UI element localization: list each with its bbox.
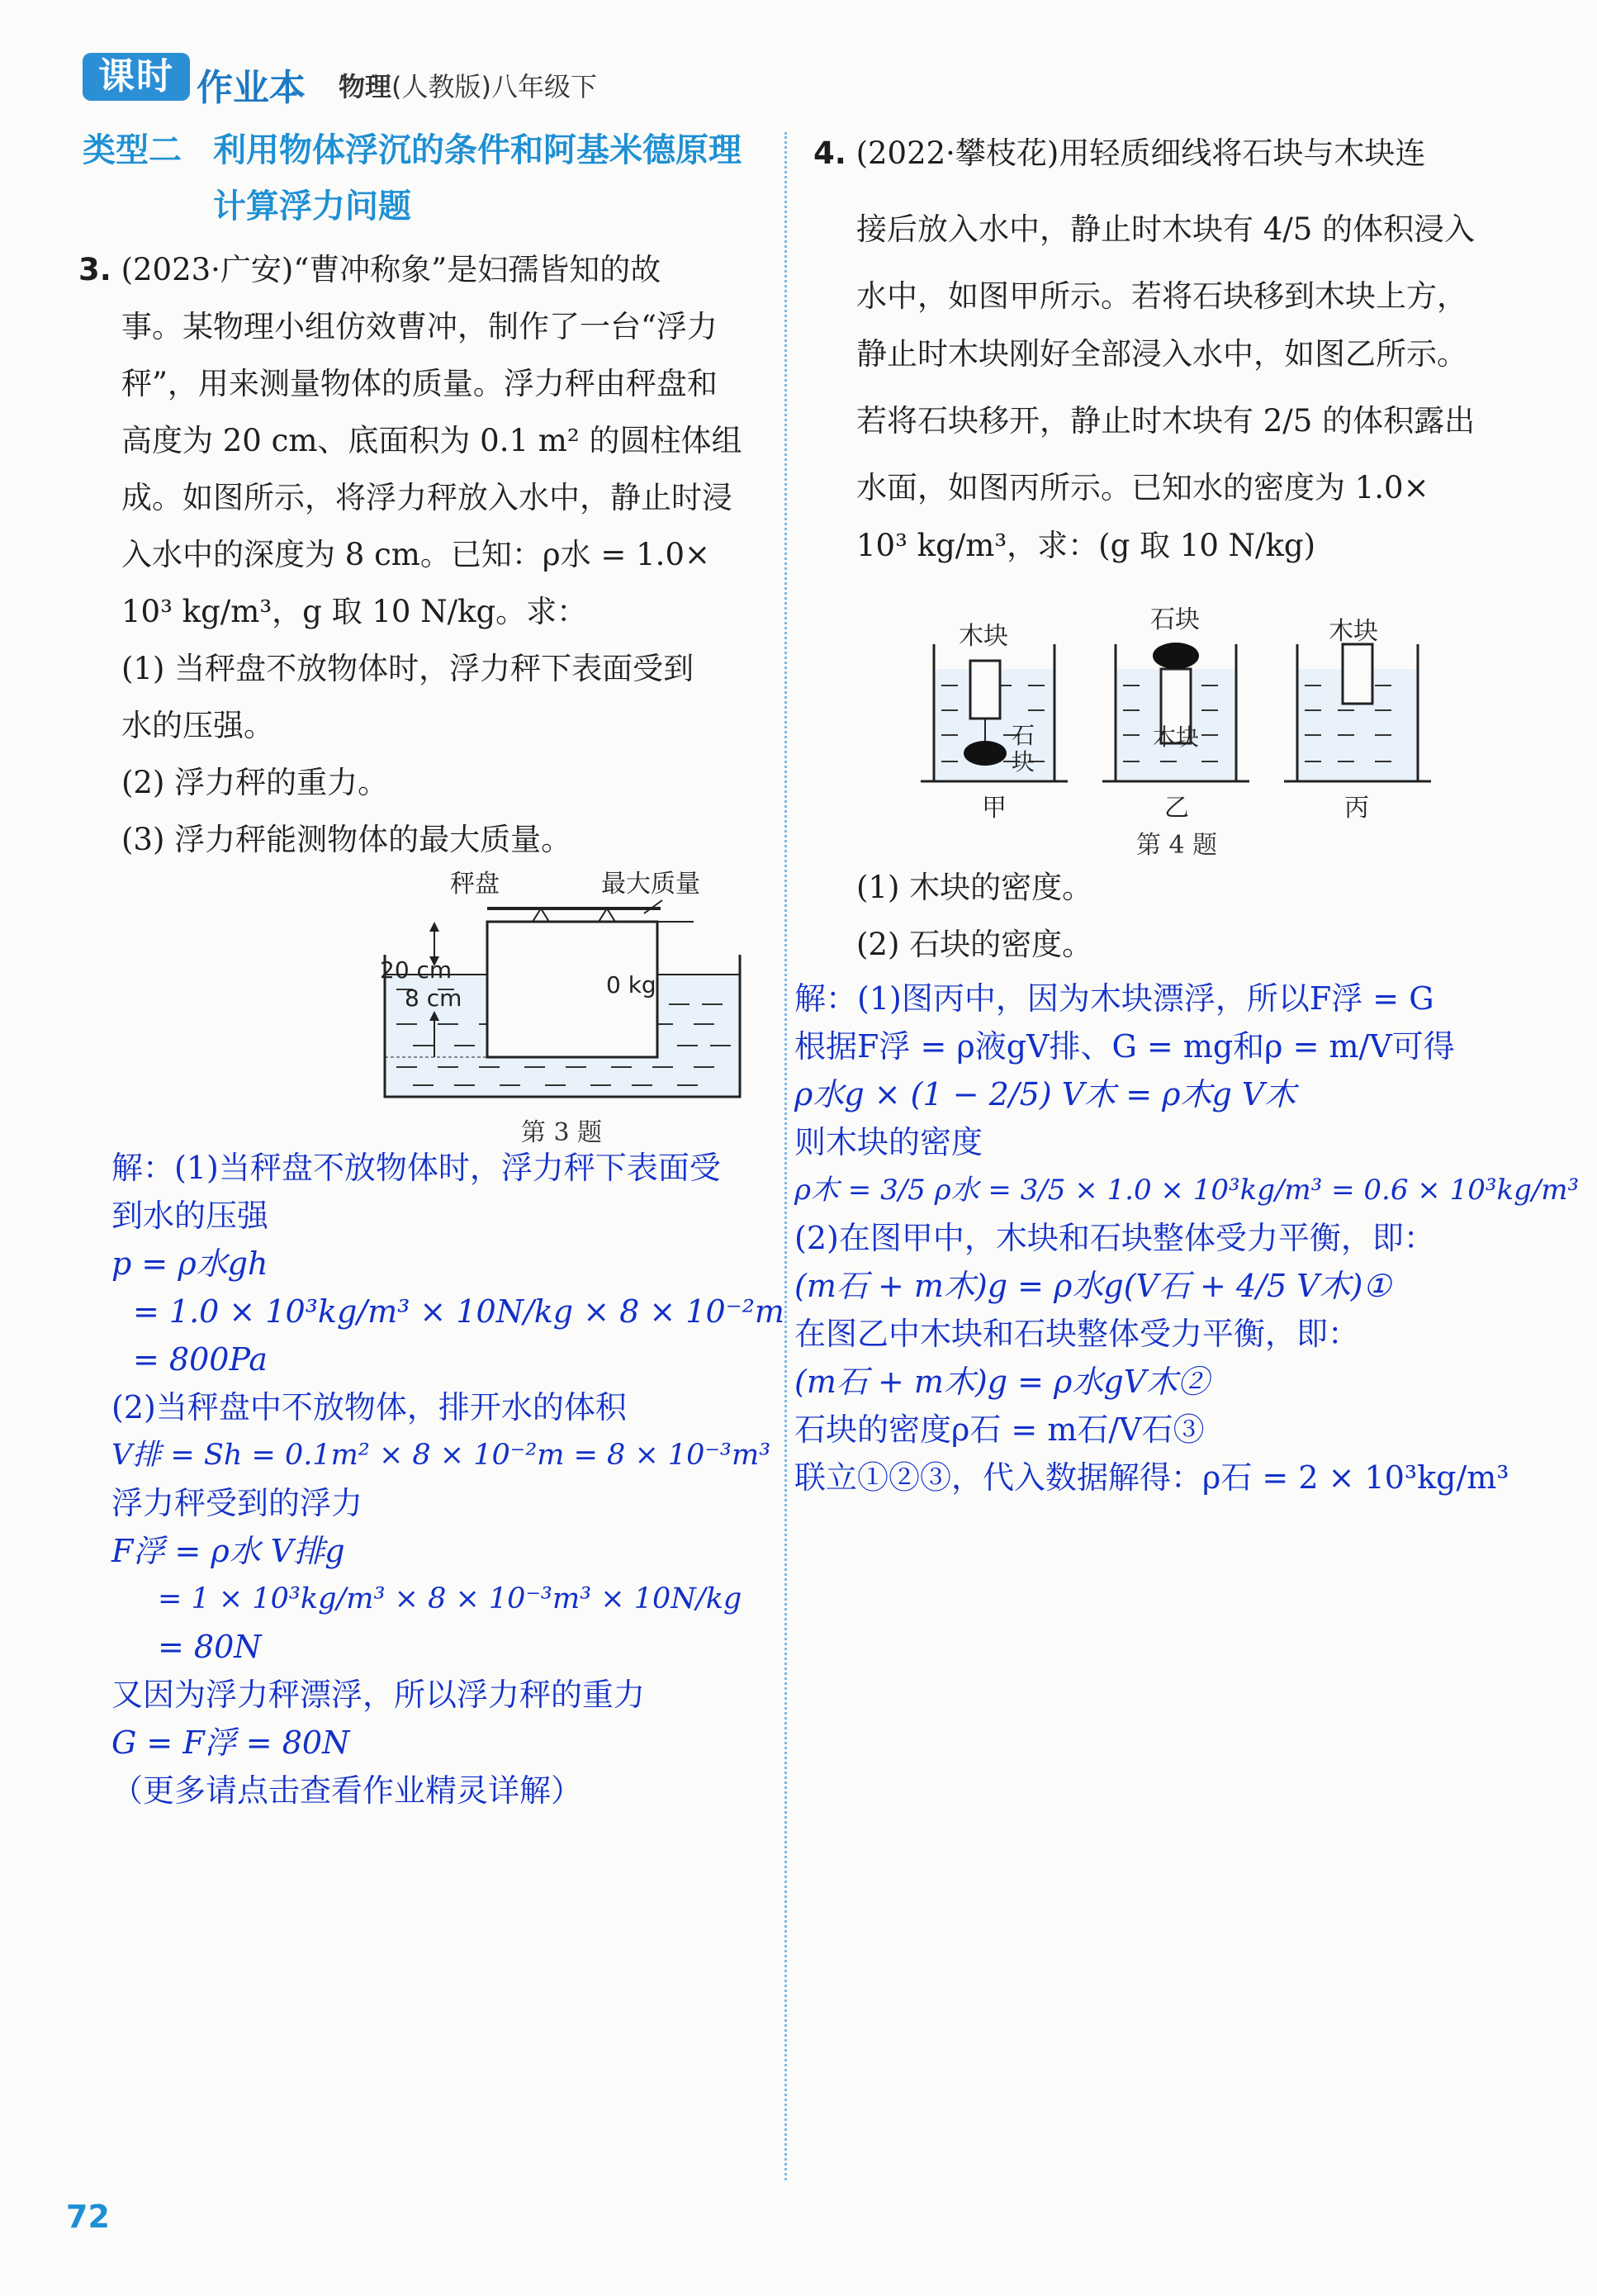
q4-subquestions: [856, 859, 1558, 973]
q3-sol-line-3: = 1.0 × 10³kg/m³ × 10N/kg × 8 × 10⁻²m: [133, 1293, 784, 1330]
section-title-line2: 计算浮力问题: [213, 187, 411, 225]
q3-line-1: 事。某物理小组仿效曹冲，制作了一台“浮力: [121, 309, 718, 344]
logo-badge: 课时: [83, 53, 190, 101]
q4-sol-line-1: 根据F浮 = ρ液gV排、G = mg和ρ = m/V可得: [794, 1028, 1455, 1065]
q4-stone-jia: [964, 741, 1007, 766]
q3-label-max: 最大质量: [601, 870, 700, 899]
q4-sol-line-8: (m石 + m木)g = ρ水gV木②: [794, 1364, 1210, 1400]
q3-line-3: 高度为 20 cm、底面积为 0.1 m² 的圆柱体组: [121, 423, 742, 458]
q3-sol-line-7: 浮力秤受到的浮力: [111, 1485, 363, 1521]
q4-sol-line-10: 联立①②③，代入数据解得：ρ石 = 2 × 10³kg/m³: [794, 1459, 1509, 1496]
q3-label-pan: 秤盘: [450, 870, 500, 899]
q4-line-7: (1) 木块的密度。: [856, 870, 1093, 905]
section-label: 类型二: [83, 131, 182, 169]
q3-line-7: (1) 当秤盘不放物体时，浮力秤下表面受到: [121, 651, 694, 686]
q3-sol-line-4: = 800Pa: [133, 1341, 268, 1378]
q3-label-height: 20 cm: [380, 956, 453, 984]
q4-label-yi: 乙: [1164, 794, 1189, 823]
q4-line-0: 用轻质细线将石块与木块连: [1059, 135, 1426, 171]
question-3: [78, 241, 764, 868]
q4-label-stone-b: 块: [1012, 748, 1035, 776]
q3-label-depth: 8 cm: [405, 984, 462, 1012]
q3-line-4: 成。如图所示，将浮力秤放入水中，静止时浸: [121, 480, 732, 515]
q4-label-wood-yi: 木块: [1153, 723, 1200, 751]
subject-name: 物理: [339, 71, 392, 102]
q4-label-wood-bing: 木块: [1329, 617, 1378, 646]
q4-label-wood-jia: 木块: [959, 622, 1008, 651]
q3-sol-line-5: (2)当秤盘中不放物体，排开水的体积: [111, 1389, 627, 1426]
q3-source: (2023·广安): [121, 252, 294, 287]
q4-beaker-jia: [921, 644, 1068, 781]
q3-figure-caption: 第 3 题: [520, 1118, 603, 1147]
q4-sol-line-9: 石块的密度ρ石 = m石/V石③: [794, 1411, 1205, 1448]
q3-line-0: “曹冲称象”是妇孺皆知的故: [293, 252, 661, 287]
q4-line-5: 水面，如图丙所示。已知水的密度为 1.0×: [856, 470, 1429, 505]
q3-sol-line-12: G = F浮 = 80N: [111, 1724, 350, 1761]
q3-sol-line-0: 解：(1)当秤盘不放物体时，浮力秤下表面受: [111, 1150, 721, 1186]
q3-sol-line-9: = 1 × 10³kg/m³ × 8 × 10⁻³m³ × 10N/kg: [158, 1582, 742, 1615]
q3-line-10: (3) 浮力秤能测物体的最大质量。: [121, 822, 572, 857]
section-title-line1: 利用物体浮沉的条件和阿基米德原理: [213, 131, 742, 169]
q4-label-stone-yi: 石块: [1150, 605, 1200, 634]
q3-number: 3.: [78, 252, 111, 287]
q4-stone-yi: [1153, 643, 1199, 669]
q4-figure: [921, 603, 1433, 826]
q4-sol-line-6: (m石 + m木)g = ρ水g(V石 + 4/5 V木)①: [794, 1268, 1391, 1304]
q4-label-bing: 丙: [1344, 794, 1369, 823]
q3-sol-line-11: 又因为浮力秤漂浮，所以浮力秤的重力: [111, 1677, 646, 1713]
q3-line-8: 水的压强。: [121, 708, 274, 743]
edition-label: (人教版)八年级下: [391, 71, 597, 102]
q3-sol-line-8: F浮 = ρ水 V排g: [111, 1533, 345, 1569]
q3-sol-line-2: p = ρ水gh: [111, 1245, 268, 1282]
q3-figure: [363, 859, 760, 1107]
q3-line-6: 10³ kg/m³，g 取 10 N/kg。求：: [121, 594, 588, 629]
q4-line-6: 10³ kg/m³，求：(g 取 10 N/kg): [856, 528, 1316, 563]
q4-sol-line-5: (2)在图甲中，木块和石块整体受力平衡，即：: [794, 1220, 1435, 1256]
q4-label-stone-a: 石: [1012, 722, 1035, 749]
q4-label-jia: 甲: [982, 794, 1007, 823]
q3-line-5: 入水中的深度为 8 cm。已知：ρ水 = 1.0×: [121, 537, 710, 572]
question-4: [813, 116, 1557, 575]
q3-sol-line-10: = 80N: [158, 1629, 262, 1665]
q4-line-3: 静止时木块刚好全部浸入水中，如图乙所示。: [856, 336, 1467, 372]
q4-line-2: 水中，如图甲所示。若将石块移到木块上方，: [856, 278, 1467, 314]
q4-beaker-yi: [1102, 643, 1249, 781]
q4-sol-line-7: 在图乙中木块和石块整体受力平衡，即：: [794, 1316, 1360, 1352]
q4-number: 4.: [813, 135, 846, 171]
q4-sol-line-2: ρ水g × (1 − 2/5) V木 = ρ木g V木: [794, 1076, 1296, 1112]
q4-sol-line-3: 则木块的密度: [794, 1124, 983, 1160]
q3-sol-line-6: V排 = Sh = 0.1m² × 8 × 10⁻²m = 8 × 10⁻³m³: [111, 1439, 771, 1472]
q3-sol-line-1: 到水的压强: [111, 1198, 269, 1234]
q4-figure-caption: 第 4 题: [1135, 831, 1218, 860]
q4-line-4: 若将石块移开，静止时木块有 2/5 的体积露出: [856, 403, 1476, 439]
q4-line-1: 接后放入水中，静止时木块有 4/5 的体积浸入: [856, 211, 1476, 247]
logo-title: 作业本: [197, 67, 306, 109]
q3-sol-more-link[interactable]: （更多请点击查看作业精灵详解）: [111, 1772, 583, 1809]
q4-solution: [794, 975, 1580, 1501]
q4-sol-line-4: ρ木 = 3/5 ρ水 = 3/5 × 1.0 × 10³kg/m³ = 0.6 × 10³kg/m³: [794, 1174, 1580, 1207]
q4-line-8: (2) 石块的密度。: [856, 927, 1093, 962]
q4-source: (2022·攀枝花): [855, 135, 1059, 171]
subject-label: [339, 66, 597, 104]
column-divider: [784, 132, 787, 2180]
page-number: 72: [66, 2199, 110, 2235]
q3-solution: [111, 1144, 784, 1815]
q3-line-2: 秤”，用来测量物体的质量。浮力秤由秤盘和: [121, 366, 718, 401]
q4-sol-line-0: 解：(1)图丙中，因为木块漂浮，所以F浮 = G: [794, 980, 1434, 1017]
q3-label-zero: 0 kg: [606, 971, 656, 999]
q4-beaker-bing: [1284, 644, 1431, 781]
q3-line-9: (2) 浮力秤的重力。: [121, 765, 389, 800]
